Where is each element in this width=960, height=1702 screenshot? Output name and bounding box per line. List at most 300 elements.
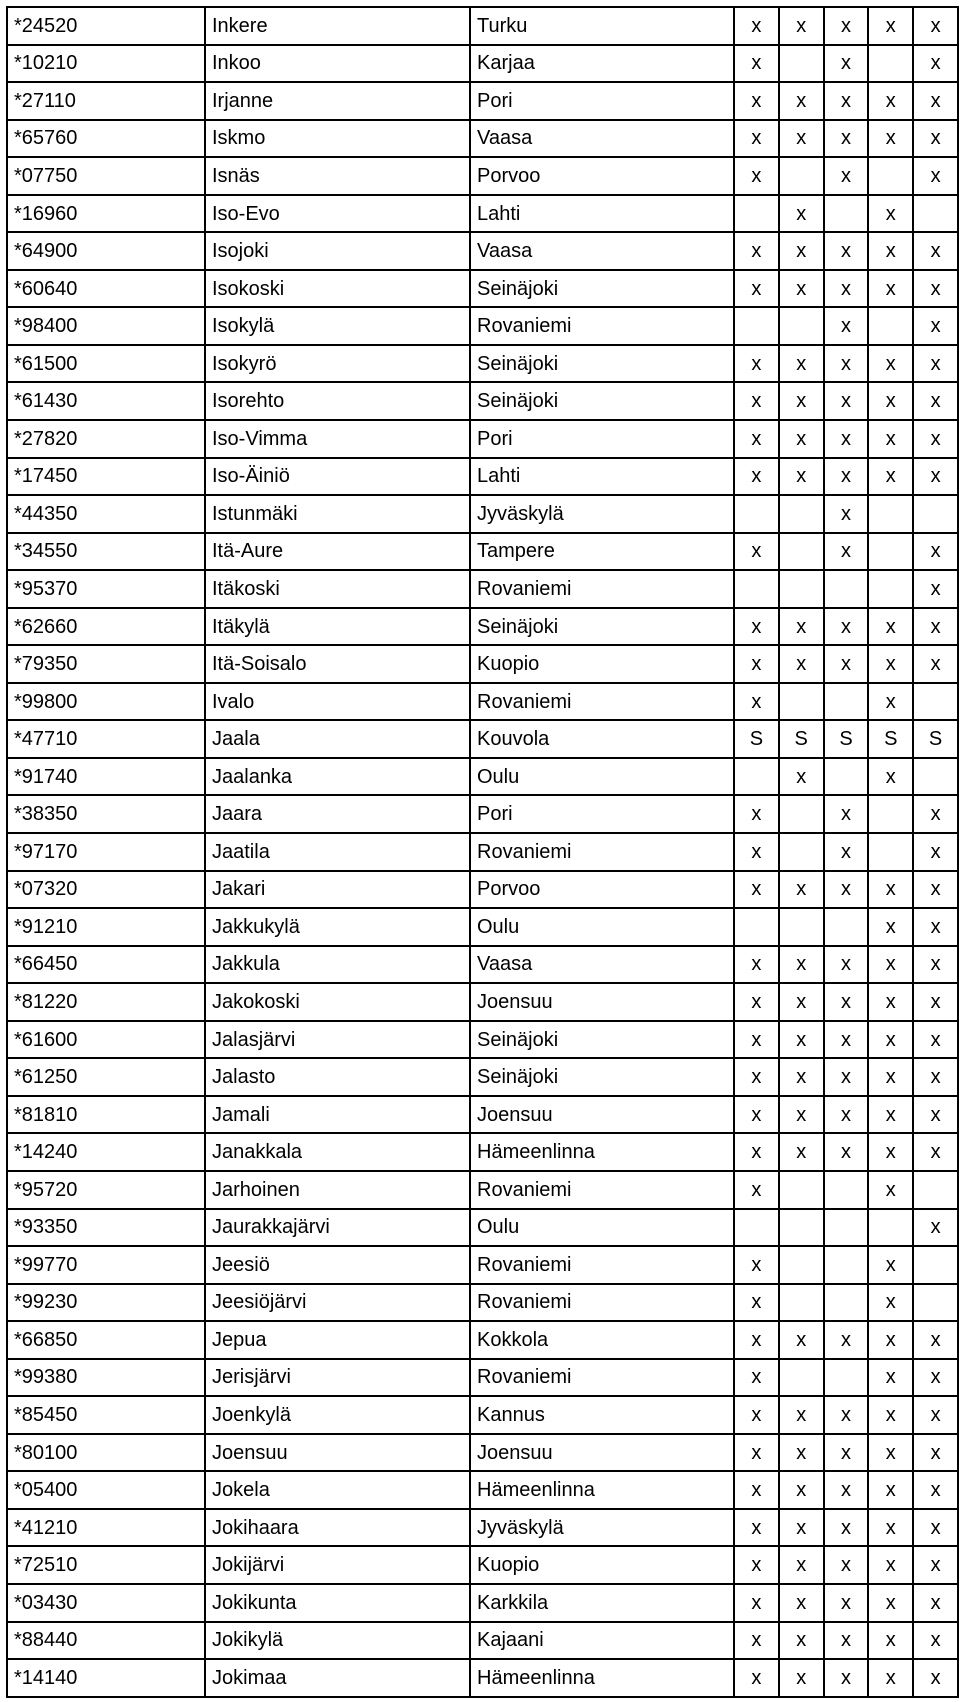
table-row [7,795,958,833]
mark-cell-1 [734,195,779,233]
mark-cell-5 [913,1246,958,1284]
place-name-cell: Janakkala [205,1133,470,1171]
mark-cell-5: x [913,1584,958,1622]
mark-cell-3: x [824,307,869,345]
mark-cell-2 [779,45,824,83]
table-row [7,1622,958,1660]
mark-cell-1: x [734,382,779,420]
mark-cell-2 [779,683,824,721]
mark-cell-2: x [779,871,824,909]
mark-cell-4: x [868,1021,913,1059]
mark-cell-5: x [913,1396,958,1434]
mark-cell-4: x [868,871,913,909]
mark-cell-1: x [734,1359,779,1397]
postal-code-cell: *38350 [7,795,205,833]
mark-cell-5 [913,1171,958,1209]
mark-cell-3: x [824,270,869,308]
postal-code-cell: *14240 [7,1133,205,1171]
table-row [7,495,958,533]
table-row [7,1284,958,1322]
mark-cell-2: x [779,1058,824,1096]
mark-cell-2: x [779,120,824,158]
mark-cell-1: x [734,1246,779,1284]
mark-cell-1 [734,307,779,345]
mark-cell-2: x [779,1396,824,1434]
region-city-cell: Kuopio [470,645,734,683]
mark-cell-5: x [913,232,958,270]
mark-cell-3: x [824,983,869,1021]
mark-cell-5: x [913,307,958,345]
postal-code-cell: *61500 [7,345,205,383]
place-name-cell: Jokihaara [205,1509,470,1547]
postal-code-cell: *93350 [7,1209,205,1247]
mark-cell-1: x [734,420,779,458]
mark-cell-4: x [868,345,913,383]
place-name-cell: Jalasto [205,1058,470,1096]
place-name-cell: Jakkukylä [205,908,470,946]
place-name-cell: Isokyrö [205,345,470,383]
mark-cell-1 [734,1209,779,1247]
place-name-cell: Jeesiöjärvi [205,1284,470,1322]
region-city-cell: Lahti [470,195,734,233]
mark-cell-1: x [734,232,779,270]
table-row [7,45,958,83]
mark-cell-2: x [779,1659,824,1697]
place-name-cell: Jalasjärvi [205,1021,470,1059]
postal-code-cell: *99770 [7,1246,205,1284]
place-name-cell: Jakokoski [205,983,470,1021]
table-row [7,458,958,496]
place-name-cell: Jarhoinen [205,1171,470,1209]
region-city-cell: Hämeenlinna [470,1471,734,1509]
mark-cell-5: x [913,382,958,420]
mark-cell-3: x [824,608,869,646]
mark-cell-5: x [913,345,958,383]
table-row [7,82,958,120]
postal-code-cell: *61600 [7,1021,205,1059]
mark-cell-4: x [868,82,913,120]
mark-cell-4: x [868,382,913,420]
place-name-cell: Jakkula [205,946,470,984]
postal-code-cell: *05400 [7,1471,205,1509]
table-row [7,1021,958,1059]
mark-cell-4: x [868,1171,913,1209]
mark-cell-1 [734,570,779,608]
mark-cell-4: x [868,908,913,946]
mark-cell-3 [824,570,869,608]
region-city-cell: Pori [470,420,734,458]
mark-cell-3 [824,1284,869,1322]
region-city-cell: Joensuu [470,1434,734,1472]
mark-cell-5: x [913,1509,958,1547]
mark-cell-4: x [868,1622,913,1660]
postal-code-cell: *41210 [7,1509,205,1547]
region-city-cell: Rovaniemi [470,1171,734,1209]
region-city-cell: Rovaniemi [470,307,734,345]
region-city-cell: Kajaani [470,1622,734,1660]
table-row [7,1509,958,1547]
postal-code-cell: *88440 [7,1622,205,1660]
postal-code-cell: *66450 [7,946,205,984]
mark-cell-4: x [868,458,913,496]
mark-cell-1 [734,758,779,796]
table-row [7,1321,958,1359]
region-city-cell: Oulu [470,908,734,946]
mark-cell-3: x [824,157,869,195]
postal-code-cell: *27820 [7,420,205,458]
table-row [7,908,958,946]
region-city-cell: Rovaniemi [470,833,734,871]
mark-cell-3 [824,195,869,233]
mark-cell-3 [824,758,869,796]
region-city-cell: Joensuu [470,1096,734,1134]
mark-cell-2 [779,1359,824,1397]
mark-cell-2 [779,1246,824,1284]
mark-cell-5: x [913,1659,958,1697]
table-row [7,420,958,458]
postal-code-cell: *34550 [7,533,205,571]
mark-cell-4: x [868,1058,913,1096]
mark-cell-1: x [734,871,779,909]
place-name-cell: Isnäs [205,157,470,195]
postal-code-cell: *95370 [7,570,205,608]
place-name-cell: Jepua [205,1321,470,1359]
mark-cell-5: x [913,1546,958,1584]
postal-code-cell: *97170 [7,833,205,871]
mark-cell-1: x [734,1021,779,1059]
mark-cell-3: x [824,871,869,909]
postal-code-cell: *64900 [7,232,205,270]
table-row [7,983,958,1021]
place-name-cell: Inkoo [205,45,470,83]
mark-cell-5: x [913,533,958,571]
mark-cell-5: x [913,120,958,158]
place-name-cell: Jamali [205,1096,470,1134]
mark-cell-4: x [868,1096,913,1134]
mark-cell-1: x [734,270,779,308]
place-name-cell: Iso-Äiniö [205,458,470,496]
place-name-cell: Jaara [205,795,470,833]
mark-cell-4: x [868,1584,913,1622]
mark-cell-4: S [868,720,913,758]
region-city-cell: Rovaniemi [470,570,734,608]
postal-code-cell: *61250 [7,1058,205,1096]
mark-cell-3: S [824,720,869,758]
mark-cell-5: x [913,1096,958,1134]
mark-cell-2 [779,908,824,946]
mark-cell-3: x [824,946,869,984]
mark-cell-4: x [868,645,913,683]
postal-code-cell: *81220 [7,983,205,1021]
mark-cell-5: x [913,871,958,909]
table-row [7,1396,958,1434]
postal-code-cell: *17450 [7,458,205,496]
mark-cell-3 [824,908,869,946]
mark-cell-2: x [779,1133,824,1171]
region-city-cell: Karkkila [470,1584,734,1622]
postal-code-cell: *60640 [7,270,205,308]
table-row [7,1133,958,1171]
mark-cell-4: x [868,758,913,796]
region-city-cell: Hämeenlinna [470,1133,734,1171]
mark-cell-3 [824,683,869,721]
postal-code-cell: *14140 [7,1659,205,1697]
place-name-cell: Isojoki [205,232,470,270]
region-city-cell: Seinäjoki [470,608,734,646]
mark-cell-3: x [824,232,869,270]
table-row [7,1546,958,1584]
place-name-cell: Inkere [205,7,470,45]
table-row [7,120,958,158]
mark-cell-3: x [824,345,869,383]
mark-cell-1 [734,495,779,533]
region-city-cell: Pori [470,82,734,120]
region-city-cell: Jyväskylä [470,1509,734,1547]
mark-cell-3: x [824,1396,869,1434]
place-name-cell: Jaurakkajärvi [205,1209,470,1247]
mark-cell-5: x [913,458,958,496]
mark-cell-2: x [779,1471,824,1509]
region-city-cell: Hämeenlinna [470,1659,734,1697]
place-name-cell: Joensuu [205,1434,470,1472]
mark-cell-2: x [779,1546,824,1584]
mark-cell-3: x [824,45,869,83]
place-name-cell: Jaala [205,720,470,758]
table-row [7,1246,958,1284]
mark-cell-3: x [824,1546,869,1584]
place-name-cell: Itä-Aure [205,533,470,571]
region-city-cell: Joensuu [470,983,734,1021]
place-name-cell: Istunmäki [205,495,470,533]
mark-cell-4 [868,833,913,871]
table-row [7,232,958,270]
mark-cell-3 [824,1209,869,1247]
mark-cell-4: x [868,1396,913,1434]
mark-cell-5: x [913,7,958,45]
mark-cell-4: x [868,1359,913,1397]
mark-cell-2: x [779,946,824,984]
place-name-cell: Itäkylä [205,608,470,646]
mark-cell-3: x [824,458,869,496]
postal-code-cell: *80100 [7,1434,205,1472]
mark-cell-4: x [868,1321,913,1359]
postal-code-cell: *66850 [7,1321,205,1359]
postal-code-cell: *95720 [7,1171,205,1209]
mark-cell-3: x [824,82,869,120]
mark-cell-4 [868,157,913,195]
mark-cell-5: x [913,1021,958,1059]
mark-cell-4: x [868,420,913,458]
place-name-cell: Iskmo [205,120,470,158]
region-city-cell: Karjaa [470,45,734,83]
mark-cell-1: x [734,7,779,45]
region-city-cell: Seinäjoki [470,1058,734,1096]
mark-cell-5: x [913,908,958,946]
mark-cell-2: x [779,645,824,683]
mark-cell-5: x [913,833,958,871]
region-city-cell: Kokkola [470,1321,734,1359]
mark-cell-2 [779,1171,824,1209]
postal-code-cell: *03430 [7,1584,205,1622]
mark-cell-5: x [913,270,958,308]
region-city-cell: Seinäjoki [470,1021,734,1059]
mark-cell-1: x [734,795,779,833]
table-row [7,946,958,984]
mark-cell-3: x [824,420,869,458]
mark-cell-1: x [734,1321,779,1359]
postal-code-cell: *62660 [7,608,205,646]
table-body [7,7,958,1697]
mark-cell-1: x [734,1133,779,1171]
postal-code-cell: *99800 [7,683,205,721]
mark-cell-3: x [824,1321,869,1359]
region-city-cell: Turku [470,7,734,45]
mark-cell-4: x [868,1509,913,1547]
mark-cell-4 [868,1209,913,1247]
place-name-cell: Isorehto [205,382,470,420]
mark-cell-4: x [868,608,913,646]
place-name-cell: Joenkylä [205,1396,470,1434]
mark-cell-5: x [913,1133,958,1171]
mark-cell-2 [779,833,824,871]
region-city-cell: Kuopio [470,1546,734,1584]
mark-cell-1: x [734,1622,779,1660]
table-row [7,307,958,345]
place-name-cell: Jokijärvi [205,1546,470,1584]
place-name-cell: Isokoski [205,270,470,308]
mark-cell-3: x [824,1096,869,1134]
mark-cell-5: x [913,1622,958,1660]
mark-cell-1: x [734,157,779,195]
place-name-cell: Jokikunta [205,1584,470,1622]
mark-cell-5 [913,1284,958,1322]
mark-cell-1: x [734,645,779,683]
mark-cell-3: x [824,1622,869,1660]
place-name-cell: Jaatila [205,833,470,871]
region-city-cell: Kannus [470,1396,734,1434]
mark-cell-3: x [824,1471,869,1509]
postal-code-cell: *65760 [7,120,205,158]
mark-cell-1: x [734,1396,779,1434]
region-city-cell: Seinäjoki [470,345,734,383]
mark-cell-5 [913,495,958,533]
mark-cell-3: x [824,382,869,420]
mark-cell-3: x [824,1133,869,1171]
mark-cell-2 [779,307,824,345]
mark-cell-4: x [868,683,913,721]
mark-cell-5: x [913,1359,958,1397]
table-row [7,1434,958,1472]
mark-cell-4: x [868,983,913,1021]
mark-cell-4: x [868,1659,913,1697]
mark-cell-3 [824,1171,869,1209]
mark-cell-5: x [913,1321,958,1359]
table-row [7,570,958,608]
mark-cell-4 [868,45,913,83]
mark-cell-2: x [779,270,824,308]
postal-code-cell: *81810 [7,1096,205,1134]
postal-code-cell: *91210 [7,908,205,946]
mark-cell-4: x [868,270,913,308]
mark-cell-4: x [868,1246,913,1284]
mark-cell-3: x [824,1021,869,1059]
mark-cell-1: x [734,1434,779,1472]
mark-cell-5: x [913,1471,958,1509]
table-row [7,1209,958,1247]
mark-cell-2: x [779,983,824,1021]
mark-cell-3: x [824,1509,869,1547]
mark-cell-3: x [824,645,869,683]
place-name-cell: Jokela [205,1471,470,1509]
postal-code-cell: *99230 [7,1284,205,1322]
mark-cell-5: x [913,946,958,984]
region-city-cell: Rovaniemi [470,1359,734,1397]
mark-cell-3: x [824,1058,869,1096]
mark-cell-5: x [913,157,958,195]
place-name-cell: Itä-Soisalo [205,645,470,683]
place-name-cell: Itäkoski [205,570,470,608]
mark-cell-1: x [734,1659,779,1697]
postal-code-cell: *85450 [7,1396,205,1434]
mark-cell-5 [913,758,958,796]
region-city-cell: Rovaniemi [470,1246,734,1284]
mark-cell-2: x [779,1622,824,1660]
region-city-cell: Jyväskylä [470,495,734,533]
mark-cell-3: x [824,1434,869,1472]
place-name-cell: Iso-Evo [205,195,470,233]
mark-cell-1: x [734,458,779,496]
postal-code-cell: *44350 [7,495,205,533]
region-city-cell: Vaasa [470,120,734,158]
mark-cell-2 [779,795,824,833]
mark-cell-4 [868,570,913,608]
mark-cell-4: x [868,7,913,45]
table-row [7,871,958,909]
mark-cell-3: x [824,795,869,833]
mark-cell-1: x [734,1546,779,1584]
place-name-cell: Isokylä [205,307,470,345]
mark-cell-4 [868,795,913,833]
table-row [7,1471,958,1509]
mark-cell-4: x [868,1546,913,1584]
region-city-cell: Tampere [470,533,734,571]
postal-code-cell: *27110 [7,82,205,120]
postal-code-table [6,6,959,1698]
table-row [7,382,958,420]
mark-cell-2: x [779,1434,824,1472]
mark-cell-2 [779,533,824,571]
postal-code-cell: *07320 [7,871,205,909]
mark-cell-2: x [779,7,824,45]
place-name-cell: Jeesiö [205,1246,470,1284]
region-city-cell: Vaasa [470,232,734,270]
table-row [7,758,958,796]
postal-code-cell: *47710 [7,720,205,758]
mark-cell-3: x [824,495,869,533]
mark-cell-4: x [868,946,913,984]
mark-cell-2: x [779,1021,824,1059]
postal-code-cell: *79350 [7,645,205,683]
mark-cell-3 [824,1359,869,1397]
mark-cell-4 [868,307,913,345]
region-city-cell: Rovaniemi [470,683,734,721]
table-row [7,1171,958,1209]
table-row [7,720,958,758]
mark-cell-2: x [779,758,824,796]
mark-cell-2: x [779,458,824,496]
mark-cell-1: x [734,608,779,646]
postal-code-cell: *16960 [7,195,205,233]
